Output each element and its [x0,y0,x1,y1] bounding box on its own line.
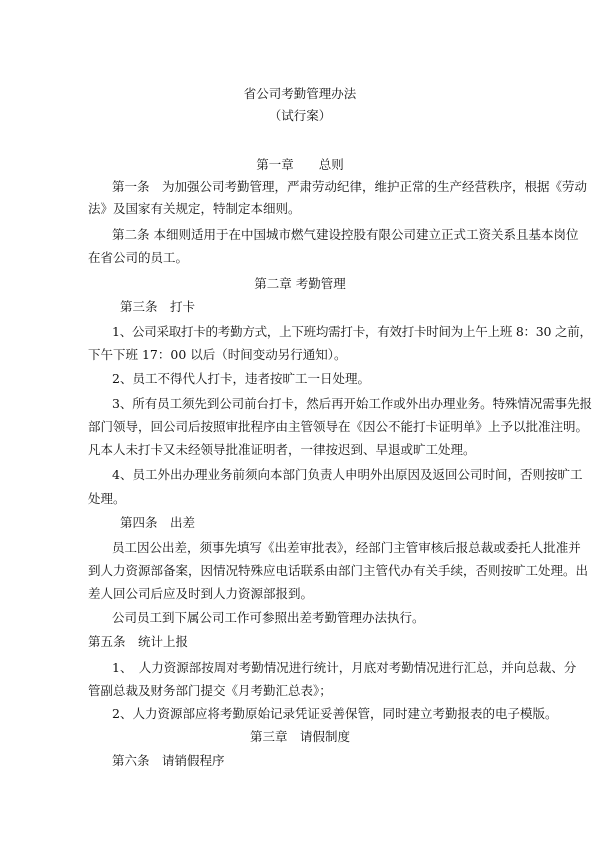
chapter-2-title: 第二章 考勤管理 [254,276,346,291]
article-4-p1-line-3: 差人回公司后应及时到人力资源部报到。 [88,586,314,601]
article-1-line-1: 第一条 为加强公司考勤管理，严肃劳动纪律，维护正常的生产经营秩序，根据《劳动 [112,179,588,194]
article-3-p4-line-2: 处理。 [88,491,126,506]
article-2-line-2: 在省公司的员工。 [88,250,189,265]
article-3-p1-line-1: 1、公司采取打卡的考勤方式，上下班均需打卡，有效打卡时间为上午上班 8：30 之前， [112,324,592,339]
article-3-p3-line-1: 3、所有员工须先到公司前台打卡，然后再开始工作或外出办理业务。特殊情况需事先报 [112,396,592,411]
article-4-p1-line-2: 到人力资源部备案，因情况特殊应电话联系由部门主管代办有关手续，否则按旷工处理。出 [88,563,589,578]
chapter-1-title: 第一章 总则 [256,157,344,172]
article-4-p2: 公司员工到下属公司工作可参照出差考勤管理办法执行。 [112,610,425,625]
article-5-p2: 2、人力资源部应将考勤原始记录凭证妥善保管，同时建立考勤报表的电子模版。 [112,706,558,721]
article-3-p1-line-2: 下午下班 17：00 以后（时间变动另行通知）。 [88,347,347,362]
article-3-p4-line-1: 4、员工外出办理业务前须向本部门负责人申明外出原因及返回公司时间，否则按旷工 [112,467,583,482]
article-3-p3-line-2: 部门领导，回公司后按照审批程序由主管领导在《因公不能打卡证明单》上予以批准注明。 [88,419,589,434]
document-subtitle: （试行案） [268,108,332,123]
article-5-p1-line-1: 1、 人力资源部按周对考勤情况进行统计，月底对考勤情况进行汇总，并向总裁、分 [112,660,577,675]
document-title: 省公司考勤管理办法 [243,86,357,101]
article-6-heading: 第六条 请销假程序 [112,753,225,768]
article-5-heading: 第五条 统计上报 [88,634,189,649]
article-4-heading: 第四条 出差 [120,515,196,530]
article-5-p1-line-2: 管副总裁及财务部门提交《月考勤汇总表》； [88,683,332,698]
article-4-p1-line-1: 员工因公出差，须事先填写《出差审批表》，经部门主管审核后报总裁或委托人批准并 [112,540,581,555]
article-3-p2: 2、员工不得代人打卡，违者按旷工一日处理。 [112,371,370,386]
article-2-line-1: 第二条 本细则适用于在中国城市燃气建设控股有限公司建立正式工资关系且基本岗位 [112,227,579,242]
article-3-heading: 第三条 打卡 [120,299,196,314]
article-1-line-2: 法》及国家有关规定，特制定本细则。 [88,201,301,216]
article-3-p3-line-3: 凡本人未打卡又未经领导批准证明者，一律按迟到、早退或旷工处理。 [88,442,476,457]
chapter-3-title: 第三章 请假制度 [249,729,350,744]
